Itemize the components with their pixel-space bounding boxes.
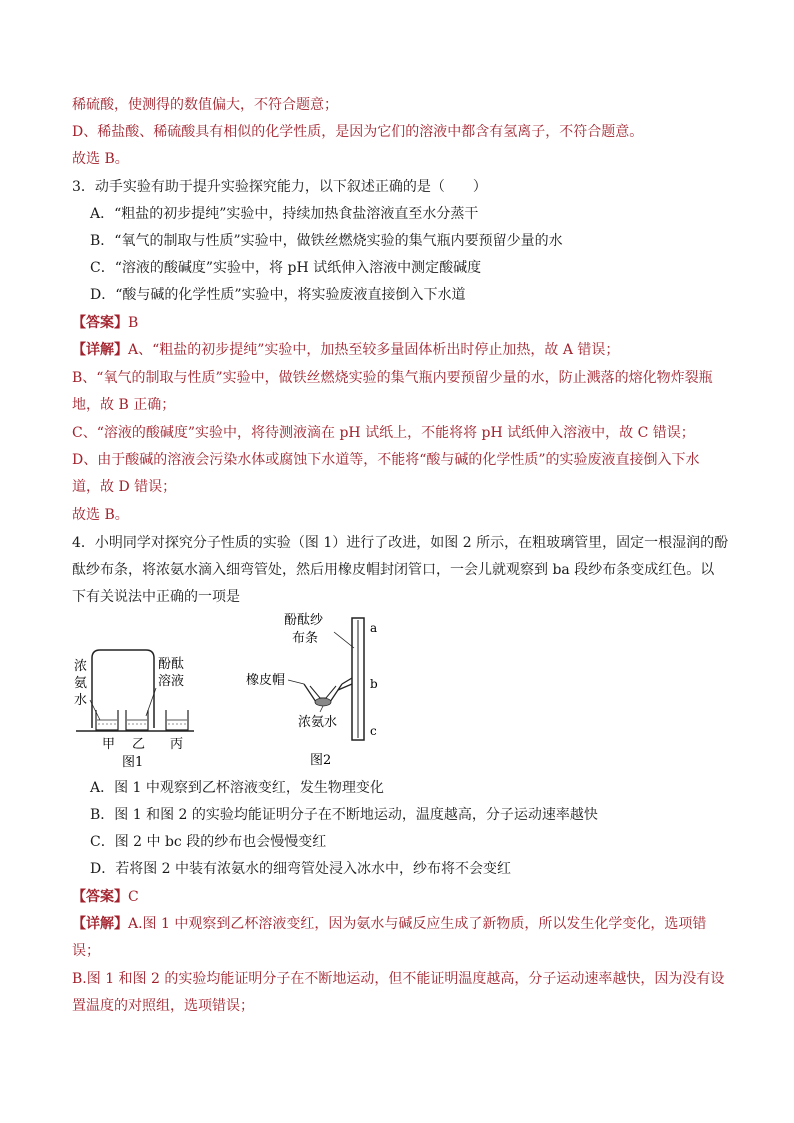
prev-conclusion: 故选 B。 — [72, 151, 129, 167]
fig2-strip-label-1: 酚酞纱 — [284, 613, 324, 628]
fig2-ammonia-label: 浓氨水 — [298, 715, 338, 730]
fig1-beaker-yi-label: 乙 — [132, 737, 146, 752]
fig1-left-label-2: 氨 — [74, 676, 88, 691]
rubber-cap — [315, 698, 331, 706]
q3-option-d: D．“酸与碱的化学性质”实验中，将实验废液直接倒入下水道 — [90, 287, 466, 303]
fig1-beaker-bing-label: 丙 — [170, 737, 184, 752]
q4-option-a: A．图 1 中观察到乙杯溶液变红，发生物理变化 — [90, 780, 384, 796]
q3-conclusion: 故选 B。 — [72, 507, 129, 523]
q3-detail-line-5: D、由于酸碱的溶液会污染水体或腐蚀下水道等，不能将“酸与碱的化学性质”的实验废液直接倒入下水 — [72, 452, 700, 468]
fig1-left-label-3: 水 — [74, 693, 88, 708]
prev-explanation-line-1: 稀硫酸，使测得的数值偏大，不符合题意； — [72, 97, 338, 113]
fig1-left-label-1: 浓 — [74, 659, 88, 674]
q4-option-b: B．图 1 和图 2 的实验均能证明分子在不断地运动，温度越高，分子运动速率越快 — [90, 807, 598, 823]
q4-detail-line-1 — [72, 914, 722, 934]
leader-line — [320, 706, 323, 712]
answer-tag: 【答案】 — [72, 315, 128, 331]
prev-explanation-line-2: D、稀盐酸、稀硫酸具有相似的化学性质，是因为它们的溶液中都含有氢离子，不符合题意。 — [72, 124, 644, 140]
fig2-point-b: b — [370, 677, 378, 691]
figure-2-diagram — [240, 608, 420, 770]
q3-option-c: C．“溶液的酸碱度”实验中，将 pH 试纸伸入溶液中测定酸碱度 — [90, 260, 482, 276]
leader-line — [334, 632, 354, 648]
q3-detail-line-2: B、“氧气的制取与性质”实验中，做铁丝燃烧实验的集气瓶内要预留少量的水，防止溅落的熔化物炸裂瓶 — [72, 370, 713, 386]
detail-tag: 【详解】 — [72, 342, 128, 358]
q4-option-d: D．若将图 2 中装有浓氨水的细弯管处浸入冰水中，纱布将不会变红 — [90, 861, 512, 877]
q3-stem: 3．动手实验有助于提升实验探究能力，以下叙述正确的是（ ） — [72, 179, 487, 195]
fig2-point-c: c — [370, 724, 377, 738]
q4-answer — [72, 887, 722, 907]
answer-tag: 【答案】 — [72, 889, 128, 905]
fig2-caption: 图2 — [310, 753, 332, 768]
q3-detail-line-1 — [72, 340, 722, 360]
fig1-caption: 图1 — [122, 755, 144, 770]
leader-line — [288, 680, 304, 684]
q3-detail-line-6: 道，故 D 错误； — [72, 479, 177, 495]
fig2-strip-label-2: 布条 — [292, 631, 319, 646]
figure-1-diagram — [70, 640, 200, 770]
fig1-right-label-1: 酚酞 — [158, 657, 185, 672]
detail-text: A、“粗盐的初步提纯”实验中，加热至较多量固体析出时停止加热，故 A 错误； — [128, 342, 620, 358]
q4-detail-line-4: 置温度的对照组，选项错误； — [72, 998, 254, 1014]
answer-value: B — [128, 315, 139, 331]
q4-stem-line-1: 4．小明同学对探究分子性质的实验（图 1）进行了改进，如图 2 所示，在粗玻璃管里，固定一根湿润的酚 — [72, 535, 729, 551]
answer-value: C — [128, 889, 139, 905]
fig1-right-label-2: 溶液 — [158, 674, 185, 689]
detail-tag: 【详解】 — [72, 916, 128, 932]
q3-option-a: A．“粗盐的初步提纯”实验中，持续加热食盐溶液直至水分蒸干 — [90, 206, 479, 222]
fig2-point-a: a — [370, 621, 378, 635]
q4-detail-line-3: B.图 1 和图 2 的实验均能证明分子在不断地运动，但不能证明温度越高，分子运动速率越快，因为没有设 — [72, 971, 725, 987]
q3-option-b: B．“氧气的制取与性质”实验中，做铁丝燃烧实验的集气瓶内要预留少量的水 — [90, 233, 563, 249]
detail-text: A.图 1 中观察到乙杯溶液变红，因为氨水与碱反应生成了新物质，所以发生化学变化，选项错 — [128, 916, 707, 932]
q4-stem-line-3: 下有关说法中正确的一项是 — [72, 589, 240, 605]
bent-tube-inner — [310, 686, 336, 698]
q4-stem-line-2: 酞纱布条，将浓氨水滴入细弯管处，然后用橡皮帽封闭管口，一会儿就观察到 ba 段纱布条变成红色。以 — [72, 562, 715, 578]
q3-detail-line-3: 地，故 B 正确； — [72, 397, 176, 413]
q4-option-c: C．图 2 中 bc 段的纱布也会慢慢变红 — [90, 834, 327, 850]
fig1-beaker-jia-label: 甲 — [102, 737, 116, 752]
q3-detail-line-4: C、“溶液的酸碱度”实验中，将待测液滴在 pH 试纸上，不能将将 pH 试纸伸入溶液中，故 C 错误； — [72, 425, 695, 441]
fig2-cap-label: 橡皮帽 — [246, 673, 286, 688]
bell-jar — [92, 650, 154, 728]
q4-detail-line-2: 误； — [72, 943, 100, 959]
q3-answer — [72, 313, 722, 333]
